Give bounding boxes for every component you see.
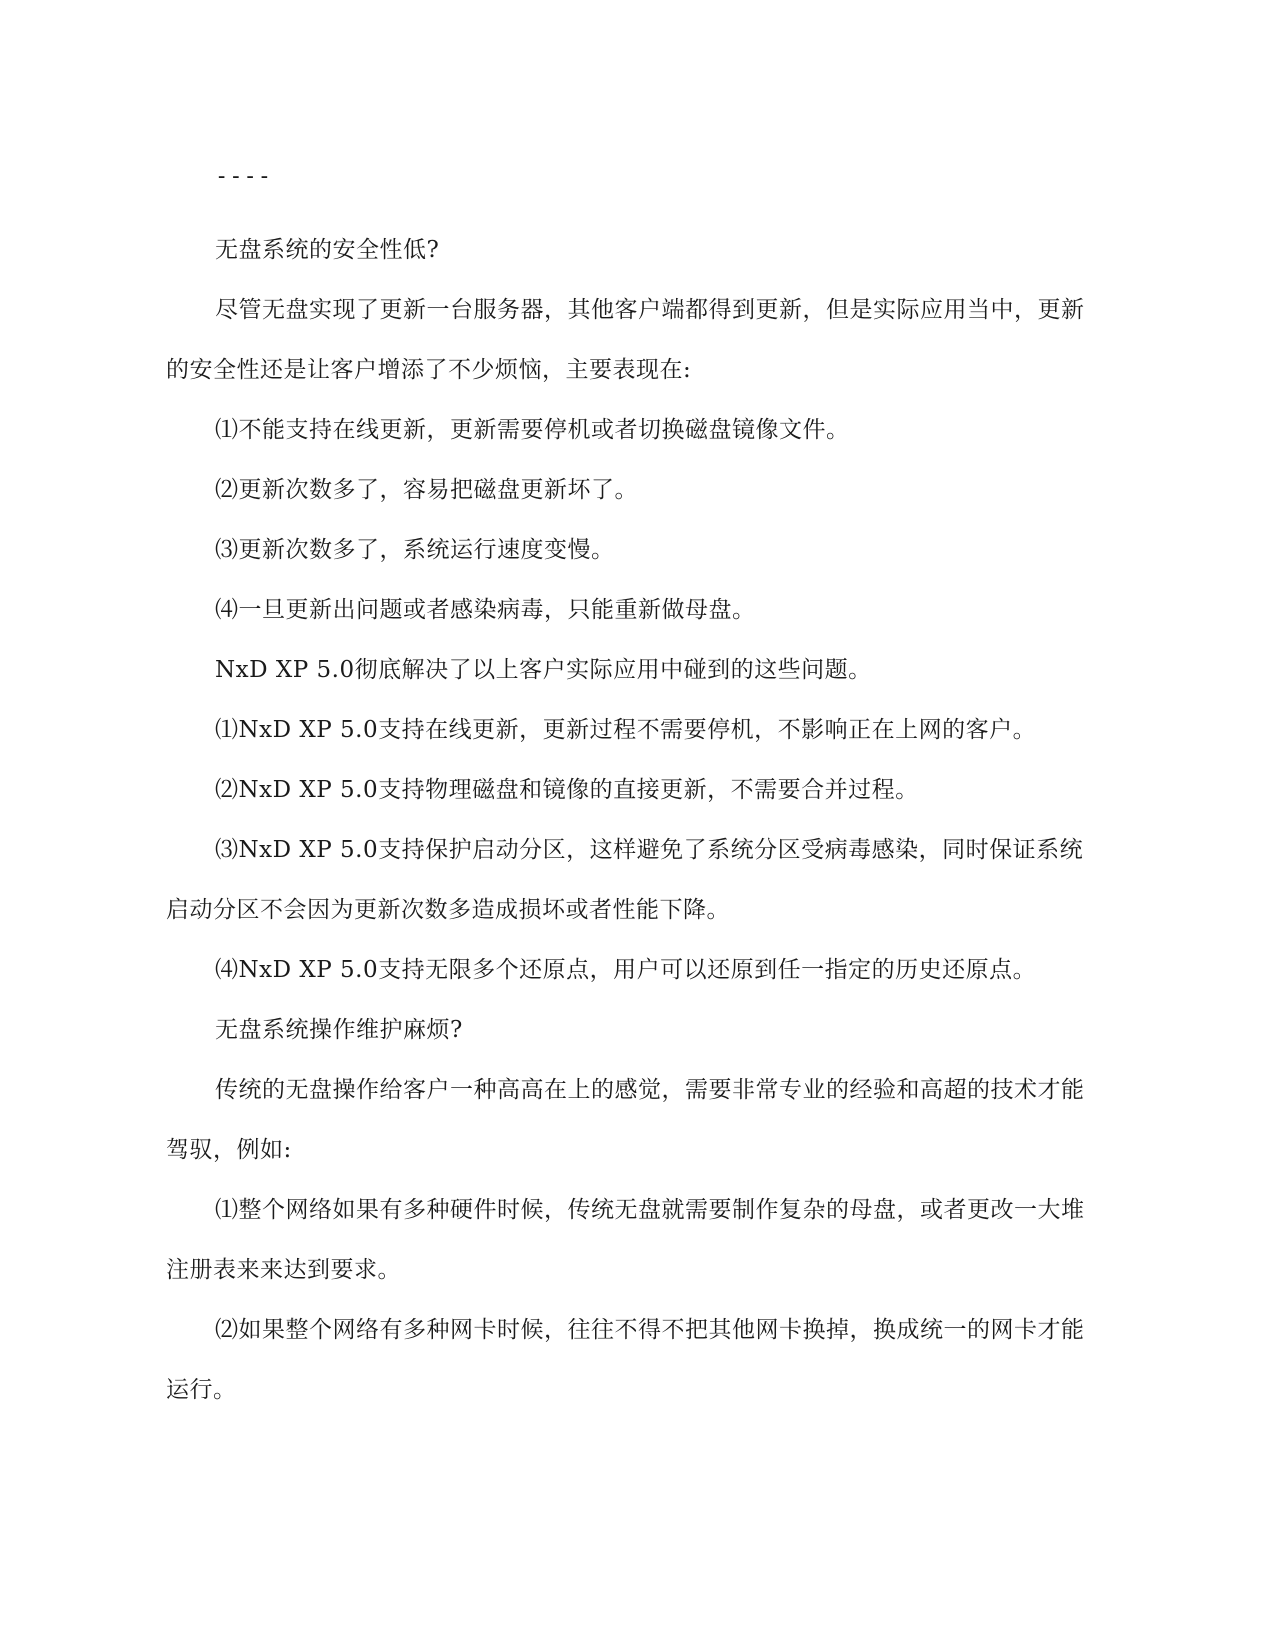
list-item-solution-2: ⑵NxD XP 5.0支持物理磁盘和镜像的直接更新，不需要合并过程。: [215, 777, 919, 803]
list-item-problem-1: ⑴不能支持在线更新，更新需要停机或者切换磁盘镜像文件。: [215, 417, 850, 443]
list-item-problem-2: ⑵更新次数多了，容易把磁盘更新坏了。: [215, 477, 638, 503]
list-item-problem-3: ⑶更新次数多了，系统运行速度变慢。: [215, 537, 615, 563]
paragraph-solution: NxD XP 5.0彻底解决了以上客户实际应用中碰到的这些问题。: [215, 657, 872, 683]
list-item-traditional-1: ⑴整个网络如果有多种硬件时候，传统无盘就需要制作复杂的母盘，或者更改一大堆注册表来来达到要求。: [166, 1197, 1085, 1283]
section-divider: ----: [215, 164, 272, 189]
list-item-traditional-2: ⑵如果整个网络有多种网卡时候，往往不得不把其他网卡换掉，换成统一的网卡才能运行。: [166, 1317, 1085, 1403]
list-item-solution-4: ⑷NxD XP 5.0支持无限多个还原点，用户可以还原到任一指定的历史还原点。: [215, 957, 1037, 983]
heading-maintenance: 无盘系统操作维护麻烦?: [215, 1017, 463, 1043]
list-item-problem-4: ⑷一旦更新出问题或者感染病毒，只能重新做母盘。: [215, 597, 756, 623]
heading-security: 无盘系统的安全性低?: [215, 237, 440, 263]
paragraph-intro: 尽管无盘实现了更新一台服务器，其他客户端都得到更新，但是实际应用当中，更新的安全性还是让客户增添了不少烦恼，主要表现在:: [166, 297, 1085, 383]
paragraph-traditional: 传统的无盘操作给客户一种高高在上的感觉，需要非常专业的经验和高超的技术才能驾驭，例如:: [166, 1077, 1085, 1163]
list-item-solution-3: ⑶NxD XP 5.0支持保护启动分区，这样避免了系统分区受病毒感染，同时保证系统启动分区不会因为更新次数多造成损坏或者性能下降。: [166, 837, 1084, 923]
list-item-solution-1: ⑴NxD XP 5.0支持在线更新，更新过程不需要停机，不影响正在上网的客户。: [215, 717, 1037, 743]
document-body: [166, 158, 1096, 1420]
